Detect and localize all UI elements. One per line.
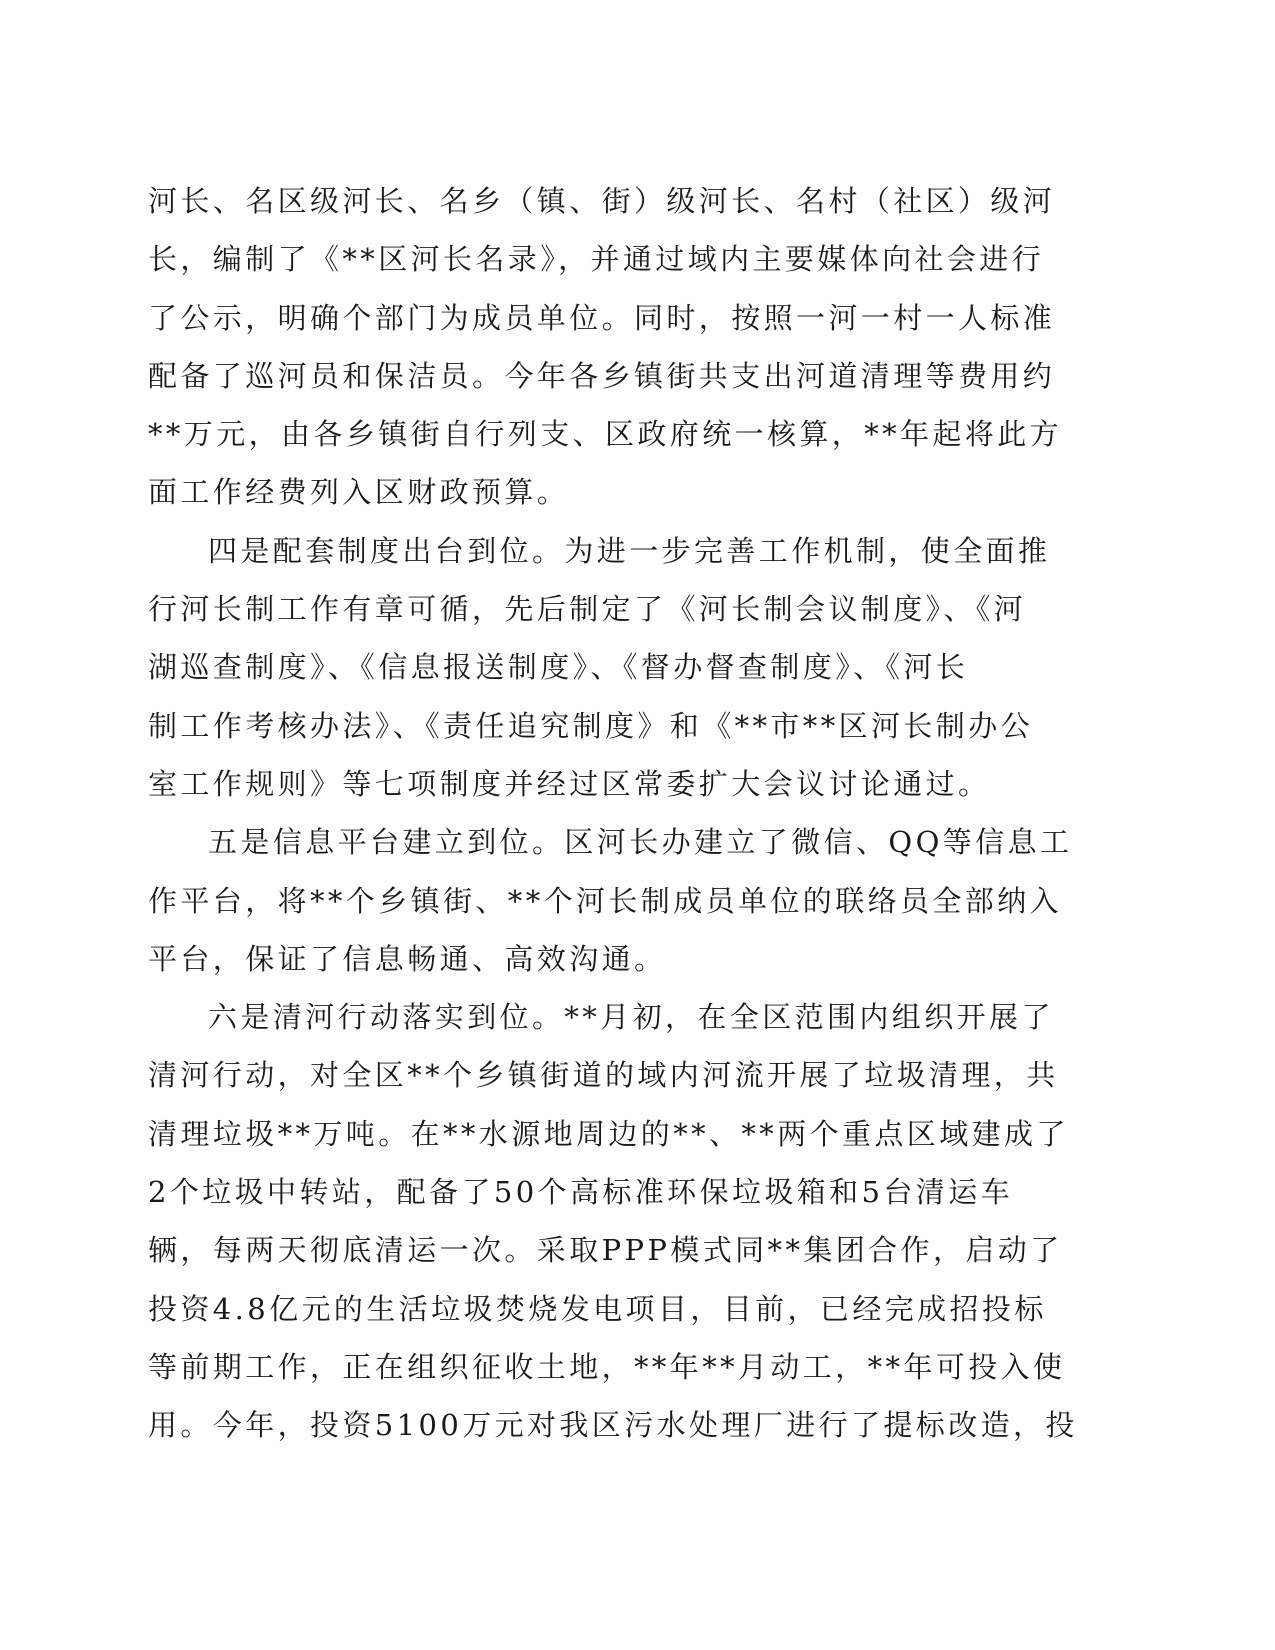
text-line: 等前期工作，正在组织征收土地，**年**月动工，**年可投入使	[148, 1349, 1066, 1384]
text-line: 用。今年，投资5100万元对我区污水处理厂进行了提标改造，投	[148, 1408, 1078, 1443]
text-line: 六是清河行动落实到位。**月初，在全区范围内组织开展了	[208, 1000, 1054, 1035]
text-line: 投资4.8亿元的生活垃圾焚烧发电项目，目前，已经完成招投标	[148, 1291, 1047, 1326]
document-page	[148, 172, 1078, 1455]
text-line: 四是配套制度出台到位。为进一步完善工作机制，使全面推	[208, 533, 1051, 568]
paragraph-six-river-cleanup	[148, 988, 1078, 1454]
paragraph-river-chiefs	[148, 172, 1063, 522]
text-line: 清河行动，对全区**个乡镇街道的域内河流开展了垃圾清理，共	[148, 1058, 1059, 1093]
text-line: 2个垃圾中转站，配备了50个高标准环保垃圾箱和5台清运车	[148, 1175, 1014, 1210]
text-line: 面工作经费列入区财政预算。	[148, 475, 570, 510]
text-line: **万元，由各乡镇街自行列支、区政府统一核算，**年起将此方	[148, 417, 1063, 452]
text-line: 平台，保证了信息畅通、高效沟通。	[148, 941, 667, 976]
paragraph-four-regulations	[148, 522, 1051, 813]
text-line: 作平台，将**个乡镇街、**个河长制成员单位的联络员全部纳入	[148, 883, 1063, 918]
text-line: 五是信息平台建立到位。区河长办建立了微信、QQ等信息工	[208, 825, 1073, 860]
text-line: 湖巡查制度》、《信息报送制度》、《督办督查制度》、《河长	[148, 650, 969, 685]
text-line: 长，编制了《**区河长名录》，并通过域内主要媒体向社会进行	[148, 242, 1045, 277]
text-line: 制工作考核办法》、《责任追究制度》和《**市**区河长制办公	[148, 708, 1034, 743]
text-line: 室工作规则》等七项制度并经过区常委扩大会议讨论通过。	[148, 766, 991, 801]
text-line: 配备了巡河员和保洁员。今年各乡镇街共支出河道清理等费用约	[148, 358, 1056, 393]
paragraph-five-info-platform	[148, 813, 1073, 988]
text-line: 行河长制工作有章可循，先后制定了《河长制会议制度》、《河	[148, 592, 1027, 627]
text-line: 了公示，明确个部门为成员单位。同时，按照一河一村一人标准	[148, 300, 1056, 335]
text-line: 辆，每两天彻底清运一次。采取PPP模式同**集团合作，启动了	[148, 1233, 1063, 1268]
text-line: 清理垃圾**万吨。在**水源地周边的**、**两个重点区域建成了	[148, 1116, 1069, 1151]
text-line: 河长、名区级河长、名乡（镇、街）级河长、名村（社区）级河	[148, 184, 1056, 218]
